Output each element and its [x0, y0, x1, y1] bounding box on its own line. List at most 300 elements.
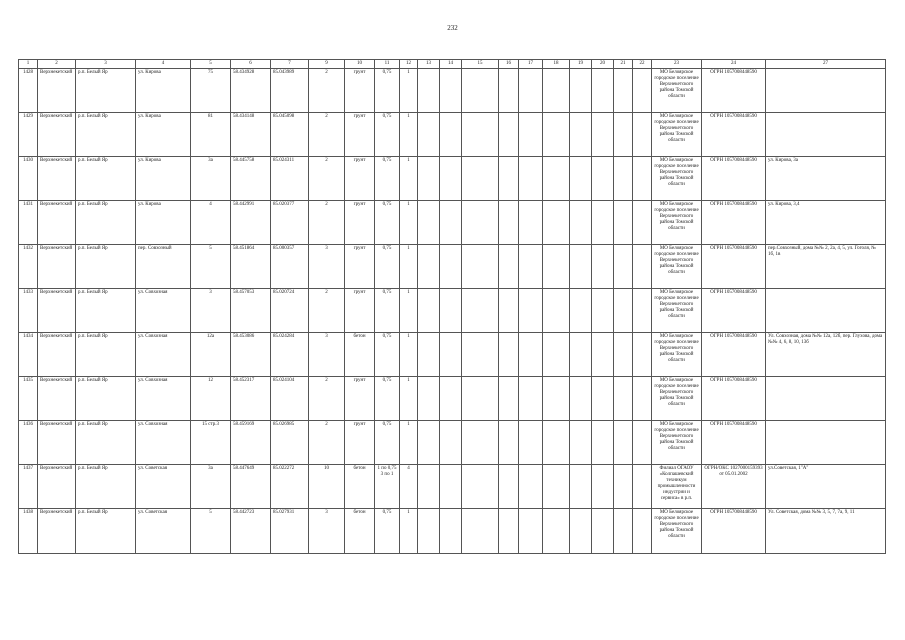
table-cell: 75: [191, 69, 231, 113]
table-cell: [440, 245, 462, 289]
table-row: [19, 465, 886, 509]
table-cell: [418, 201, 440, 245]
table-cell: [570, 289, 592, 333]
table-cell: ОГРН 1057008448590: [702, 157, 766, 201]
table-cell: 0,75: [375, 377, 400, 421]
table-cell: ОГРН 1057008448590: [702, 333, 766, 377]
table-cell: [440, 509, 462, 554]
table-cell: Верхнекетский: [38, 69, 76, 113]
table-cell: [592, 333, 614, 377]
table-cell: [418, 245, 440, 289]
table-cell: [570, 509, 592, 554]
table-cell: МО Белоярское городское поселение Верхнекетского района Томской области: [652, 377, 702, 421]
table-cell: ул. Совхозная: [136, 377, 191, 421]
table-row: [19, 509, 886, 554]
table-cell: [614, 289, 633, 333]
table-cell: [543, 157, 570, 201]
table-cell: МО Белоярское городское поселение Верхнекетского района Томской области: [652, 289, 702, 333]
table-cell: ул. Совхозная: [136, 421, 191, 465]
table-cell: МО Белоярское городское поселение Верхнекетского района Томской области: [652, 157, 702, 201]
table-cell: ул. Совхозная: [136, 289, 191, 333]
table-cell: [462, 333, 499, 377]
table-cell: Ул. Совхозная, дома №№ 12а, 12б, пер. Глухова, дома №№ 4, 6, 8, 10, 13б: [766, 333, 886, 377]
column-header: 10: [345, 60, 375, 69]
table-cell: р.п. Белый Яр: [76, 465, 136, 509]
table-cell: р.п. Белый Яр: [76, 69, 136, 113]
table-cell: грунт: [345, 377, 375, 421]
table-cell: ул. Кирова, 3а: [766, 157, 886, 201]
table-cell: ОГРН 1057008448590: [702, 69, 766, 113]
column-header: 27: [766, 60, 886, 69]
table-cell: пер. Совхозный: [136, 245, 191, 289]
table-cell: [499, 113, 519, 157]
table-cell: 1435: [19, 377, 38, 421]
table-cell: 5: [191, 509, 231, 554]
table-cell: грунт: [345, 245, 375, 289]
table-cell: 81: [191, 113, 231, 157]
table-cell: бетон: [345, 333, 375, 377]
column-header: 2: [38, 60, 76, 69]
table-cell: [519, 69, 543, 113]
table-cell: [614, 113, 633, 157]
table-cell: ул. Советская: [136, 465, 191, 509]
column-header: 22: [633, 60, 652, 69]
table-cell: [499, 509, 519, 554]
table-cell: [543, 245, 570, 289]
table-cell: [570, 157, 592, 201]
table-cell: 3: [309, 333, 345, 377]
table-cell: 0,75: [375, 201, 400, 245]
table-cell: 1430: [19, 157, 38, 201]
table-cell: [462, 377, 499, 421]
table-cell: МО Белоярское городское поселение Верхнекетского района Томской области: [652, 333, 702, 377]
table-cell: 5: [191, 245, 231, 289]
table-cell: 58.434928: [231, 69, 271, 113]
table-cell: МО Белоярское городское поселение Верхнекетского района Томской области: [652, 245, 702, 289]
table-cell: [440, 377, 462, 421]
table-cell: [633, 69, 652, 113]
table-cell: Филиал ОГАОУ «Колпашевский техникум промышленности индустрии и сервиса» в р.п.: [652, 465, 702, 509]
table-cell: 2: [309, 113, 345, 157]
table-cell: Верхнекетский: [38, 421, 76, 465]
table-cell: [592, 465, 614, 509]
table-row: [19, 113, 886, 157]
table-cell: грунт: [345, 113, 375, 157]
table-cell: ОГРН 1057008448590: [702, 377, 766, 421]
table-row: [19, 333, 886, 377]
table-cell: 85.027931: [271, 509, 309, 554]
table-cell: 1 по 0,75 3 по 1: [375, 465, 400, 509]
table-cell: [462, 509, 499, 554]
table-cell: [633, 289, 652, 333]
table-cell: [570, 465, 592, 509]
table-cell: 1428: [19, 69, 38, 113]
table-cell: [418, 377, 440, 421]
table-cell: [592, 201, 614, 245]
table-cell: 3: [309, 509, 345, 554]
table-cell: 2: [309, 289, 345, 333]
header-row: [19, 60, 886, 69]
table-cell: 2: [309, 69, 345, 113]
table-cell: 12а: [191, 333, 231, 377]
column-header: 11: [375, 60, 400, 69]
table-cell: [462, 113, 499, 157]
table-cell: 3а: [191, 157, 231, 201]
table-cell: 0,75: [375, 69, 400, 113]
table-cell: МО Белоярское городское поселение Верхнекетского района Томской области: [652, 201, 702, 245]
table-cell: 2: [309, 421, 345, 465]
table-cell: 0,75: [375, 509, 400, 554]
table-cell: 2: [309, 377, 345, 421]
table-row: [19, 421, 886, 465]
table-cell: [499, 69, 519, 113]
table-cell: 1437: [19, 465, 38, 509]
table-cell: [592, 421, 614, 465]
table-body: [19, 69, 886, 554]
table-cell: МО Белоярское городское поселение Верхнекетского района Томской области: [652, 509, 702, 554]
table-cell: ул. Кирова, 3,4: [766, 201, 886, 245]
table-cell: Верхнекетский: [38, 509, 76, 554]
table-cell: [614, 201, 633, 245]
table-cell: р.п. Белый Яр: [76, 333, 136, 377]
table-cell: [766, 377, 886, 421]
table-cell: 1: [400, 509, 418, 554]
table-cell: [592, 69, 614, 113]
table-cell: ул. Советская: [136, 509, 191, 554]
column-header: 6: [231, 60, 271, 69]
table-cell: грунт: [345, 289, 375, 333]
table-cell: [614, 377, 633, 421]
table-cell: 1438: [19, 509, 38, 554]
table-cell: [418, 289, 440, 333]
table-cell: [614, 465, 633, 509]
table-cell: 85.045098: [271, 113, 309, 157]
table-cell: Верхнекетский: [38, 289, 76, 333]
table-cell: [570, 201, 592, 245]
table-cell: [543, 201, 570, 245]
table-cell: [418, 113, 440, 157]
table-cell: ул. Кирова: [136, 69, 191, 113]
table-cell: 85.024104: [271, 377, 309, 421]
table-cell: ул.Советская, 1"А": [766, 465, 886, 509]
table-cell: р.п. Белый Яр: [76, 421, 136, 465]
table-cell: [440, 289, 462, 333]
table-cell: 1: [400, 377, 418, 421]
table-cell: [519, 157, 543, 201]
table-cell: пер.Совхозный, дома №№ 2, 2а, 4, 5, ул. Гоголя, № 1б, 1в: [766, 245, 886, 289]
table-cell: бетон: [345, 509, 375, 554]
table-cell: [633, 245, 652, 289]
table-cell: [499, 245, 519, 289]
table-cell: [440, 157, 462, 201]
table-cell: [462, 201, 499, 245]
table-cell: [614, 333, 633, 377]
table-cell: р.п. Белый Яр: [76, 245, 136, 289]
table-cell: [633, 113, 652, 157]
table-cell: 1: [400, 245, 418, 289]
table-cell: ул. Кирова: [136, 113, 191, 157]
table-cell: 0,75: [375, 245, 400, 289]
table-cell: 1432: [19, 245, 38, 289]
table-cell: [462, 157, 499, 201]
table-cell: 0,75: [375, 289, 400, 333]
table-cell: [766, 113, 886, 157]
table-cell: [519, 509, 543, 554]
table-cell: [592, 157, 614, 201]
table-cell: 58.451864: [231, 245, 271, 289]
table-cell: 58.457053: [231, 289, 271, 333]
table-cell: 4: [191, 201, 231, 245]
table-cell: 1: [400, 201, 418, 245]
table-cell: р.п. Белый Яр: [76, 509, 136, 554]
table-cell: 1: [400, 289, 418, 333]
table-cell: [418, 509, 440, 554]
table-cell: [440, 465, 462, 509]
column-header: 1: [19, 60, 38, 69]
table-cell: грунт: [345, 69, 375, 113]
table-cell: [543, 509, 570, 554]
table-cell: [462, 289, 499, 333]
table-cell: [592, 289, 614, 333]
table-cell: 3: [309, 245, 345, 289]
table-cell: Верхнекетский: [38, 465, 76, 509]
table-cell: [543, 377, 570, 421]
column-header: 13: [418, 60, 440, 69]
table-cell: [570, 69, 592, 113]
column-header: 16: [499, 60, 519, 69]
table-cell: 3а: [191, 465, 231, 509]
table-cell: [462, 421, 499, 465]
table-cell: Верхнекетский: [38, 201, 76, 245]
table-cell: [499, 421, 519, 465]
column-header: 7: [271, 60, 309, 69]
table-cell: грунт: [345, 421, 375, 465]
table-cell: 58.442723: [231, 509, 271, 554]
table-cell: [519, 377, 543, 421]
column-header: 14: [440, 60, 462, 69]
table-cell: [440, 113, 462, 157]
table-cell: [440, 421, 462, 465]
table-cell: Верхнекетский: [38, 157, 76, 201]
table-cell: МО Белоярское городское поселение Верхнекетского района Томской области: [652, 69, 702, 113]
table-cell: р.п. Белый Яр: [76, 113, 136, 157]
table-cell: ОГРН 1057008448590: [702, 421, 766, 465]
table-cell: 1431: [19, 201, 38, 245]
table-cell: [614, 245, 633, 289]
table-cell: [499, 377, 519, 421]
table-cell: [766, 69, 886, 113]
table-cell: [570, 333, 592, 377]
table-cell: МО Белоярское городское поселение Верхнекетского района Томской области: [652, 113, 702, 157]
table-row: [19, 69, 886, 113]
table-cell: 10: [309, 465, 345, 509]
table-cell: Верхнекетский: [38, 377, 76, 421]
table-cell: Верхнекетский: [38, 113, 76, 157]
column-header: 21: [614, 60, 633, 69]
table-cell: 1434: [19, 333, 38, 377]
table-cell: [592, 509, 614, 554]
table-cell: [462, 465, 499, 509]
table-cell: 1: [400, 333, 418, 377]
table-cell: 0,75: [375, 421, 400, 465]
table-cell: [766, 289, 886, 333]
table-cell: [519, 245, 543, 289]
table-cell: [614, 157, 633, 201]
table-row: [19, 289, 886, 333]
table-cell: ОГРН 1057008448590: [702, 245, 766, 289]
table-cell: [570, 245, 592, 289]
table-cell: 1: [400, 421, 418, 465]
table-cell: [543, 333, 570, 377]
table-cell: 1429: [19, 113, 38, 157]
column-header: 23: [652, 60, 702, 69]
table-cell: [418, 421, 440, 465]
table-cell: Ул. Советская, дома №№ 3, 5, 7, 7а, 9, 11: [766, 509, 886, 554]
table-cell: 1436: [19, 421, 38, 465]
column-header: 3: [76, 60, 136, 69]
table-cell: р.п. Белый Яр: [76, 289, 136, 333]
table-cell: 85.000357: [271, 245, 309, 289]
column-header: 5: [191, 60, 231, 69]
table-cell: 85.020377: [271, 201, 309, 245]
column-header: 12: [400, 60, 418, 69]
table-cell: ОГРН 1057008448590: [702, 201, 766, 245]
table-cell: Верхнекетский: [38, 333, 76, 377]
table-cell: [418, 157, 440, 201]
table-cell: р.п. Белый Яр: [76, 377, 136, 421]
table-cell: [543, 421, 570, 465]
table-cell: [570, 421, 592, 465]
column-header: 17: [519, 60, 543, 69]
table-cell: ОГРН 1057008448590: [702, 289, 766, 333]
table-cell: р.п. Белый Яр: [76, 201, 136, 245]
column-header: 24: [702, 60, 766, 69]
table-row: [19, 157, 886, 201]
table-cell: Верхнекетский: [38, 245, 76, 289]
table-cell: 58.459169: [231, 421, 271, 465]
table-cell: грунт: [345, 201, 375, 245]
table-cell: [499, 289, 519, 333]
table-cell: бетон: [345, 465, 375, 509]
table-cell: ул. Кирова: [136, 201, 191, 245]
table-cell: [633, 333, 652, 377]
table-cell: [519, 465, 543, 509]
table-cell: 3: [191, 289, 231, 333]
column-header: 15: [462, 60, 499, 69]
table-cell: [570, 113, 592, 157]
table-cell: 0,75: [375, 113, 400, 157]
table-cell: 85.020724: [271, 289, 309, 333]
table-cell: [633, 465, 652, 509]
table-row: [19, 377, 886, 421]
table-cell: [519, 333, 543, 377]
table-cell: [499, 333, 519, 377]
table-cell: МО Белоярское городское поселение Верхнекетского района Томской области: [652, 421, 702, 465]
table-cell: [499, 201, 519, 245]
table-cell: [418, 69, 440, 113]
table-cell: 85.043989: [271, 69, 309, 113]
table-cell: [440, 201, 462, 245]
table-cell: 1: [400, 113, 418, 157]
table-cell: [519, 113, 543, 157]
table-cell: 4: [400, 465, 418, 509]
table-cell: [462, 69, 499, 113]
column-header: 4: [136, 60, 191, 69]
table-cell: 1433: [19, 289, 38, 333]
table-cell: 1: [400, 69, 418, 113]
table-cell: ОГРН 1057008448590: [702, 509, 766, 554]
table-cell: [418, 465, 440, 509]
table-cell: [592, 245, 614, 289]
table-cell: 85.022272: [271, 465, 309, 509]
table-cell: [592, 113, 614, 157]
table-cell: [570, 377, 592, 421]
table-cell: [440, 69, 462, 113]
table-cell: р.п. Белый Яр: [76, 157, 136, 201]
table-cell: ОГРН 1057008448590: [702, 113, 766, 157]
table-cell: 2: [309, 201, 345, 245]
table-cell: [519, 289, 543, 333]
table-cell: 58.434148: [231, 113, 271, 157]
table-cell: [499, 465, 519, 509]
table-cell: [633, 421, 652, 465]
table-cell: [440, 333, 462, 377]
column-header: 18: [543, 60, 570, 69]
table-cell: 58.445758: [231, 157, 271, 201]
table-cell: 58.447649: [231, 465, 271, 509]
table-cell: ул. Совхозная: [136, 333, 191, 377]
table-cell: 58.453086: [231, 333, 271, 377]
table-cell: 85.026985: [271, 421, 309, 465]
table-cell: [614, 69, 633, 113]
table-cell: [543, 113, 570, 157]
table-cell: [519, 421, 543, 465]
table-row: [19, 245, 886, 289]
table-cell: [633, 157, 652, 201]
table-cell: [633, 377, 652, 421]
column-header: 19: [570, 60, 592, 69]
table-cell: ул. Кирова: [136, 157, 191, 201]
table-cell: [543, 465, 570, 509]
table-cell: [462, 245, 499, 289]
table-cell: [633, 201, 652, 245]
table-cell: грунт: [345, 157, 375, 201]
table-cell: 2: [309, 157, 345, 201]
page-number: 232: [447, 24, 458, 32]
table-cell: [543, 69, 570, 113]
table-cell: 0,75: [375, 333, 400, 377]
table-cell: [633, 509, 652, 554]
table-cell: 1: [400, 157, 418, 201]
table-row: [19, 201, 886, 245]
table-cell: 58.452317: [231, 377, 271, 421]
register-table: [18, 59, 886, 554]
table-cell: ОГРН/ОКС 1027000159393 от 05.01.2002: [702, 465, 766, 509]
table-cell: [766, 421, 886, 465]
table-cell: [499, 157, 519, 201]
table-cell: [519, 201, 543, 245]
table-cell: 15 стр.3: [191, 421, 231, 465]
column-header: 20: [592, 60, 614, 69]
column-header: 9: [309, 60, 345, 69]
table-cell: 12: [191, 377, 231, 421]
table-cell: 85.024284: [271, 333, 309, 377]
table-cell: [614, 421, 633, 465]
table-cell: [543, 289, 570, 333]
table-cell: [614, 509, 633, 554]
table-cell: [592, 377, 614, 421]
table-cell: 85.024311: [271, 157, 309, 201]
